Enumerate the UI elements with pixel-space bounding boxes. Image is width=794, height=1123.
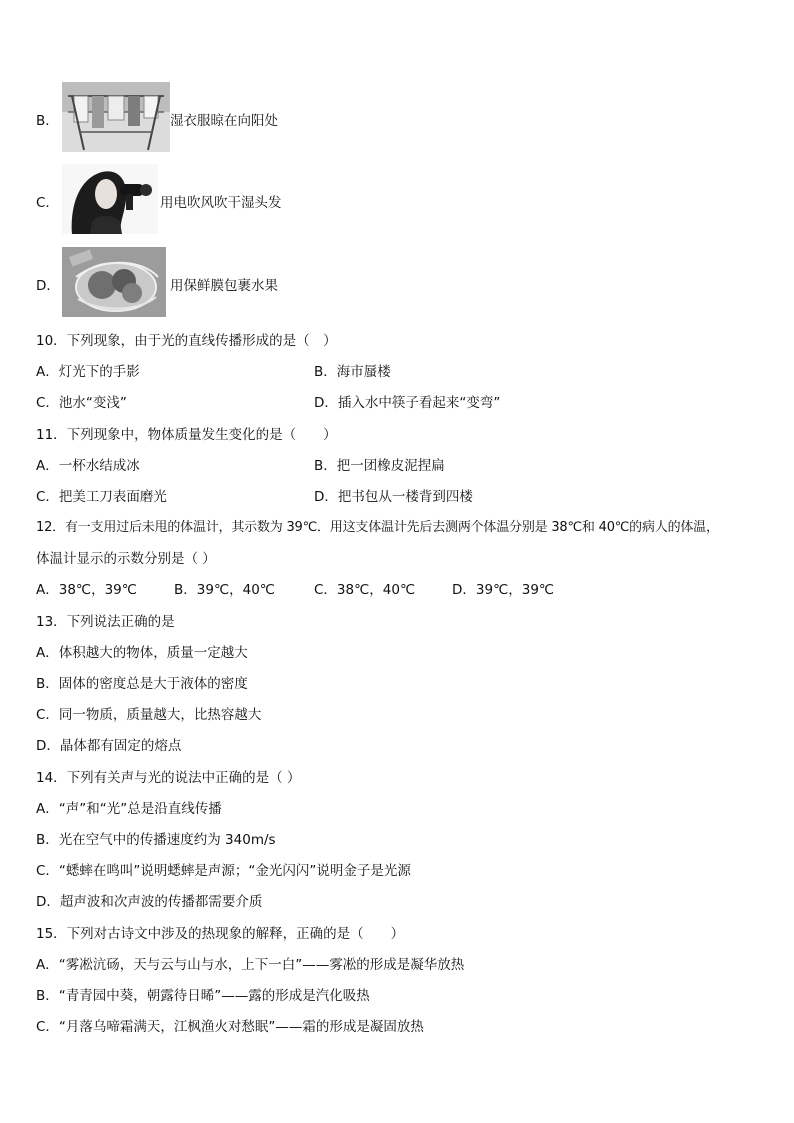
question-14-option-c: C．“蟋蟀在鸣叫”说明蟋蟀是声源；“金光闪闪”说明金子是光源 [36,863,411,879]
option-letter: D． [36,278,60,294]
question-11-option-b: B．把一团橡皮泥捏扁 [314,458,445,474]
question-11-option-c: C．把美工刀表面磨光 [36,489,167,505]
question-14-option-b: B．光在空气中的传播速度约为 340m/s [36,832,276,848]
option-caption: 用电吹风吹干湿头发 [160,195,282,211]
question-14-stem: 14．下列有关声与光的说法中正确的是（ ） [36,770,301,786]
question-12-option-b: B．39℃，40℃ [174,582,275,598]
option-caption: 用保鲜膜包裹水果 [170,278,278,294]
option-caption: 湿衣服晾在向阳处 [170,113,278,129]
question-13-option-c: C．同一物质，质量越大，比热容越大 [36,707,262,723]
option-letter: B． [36,113,59,129]
fruit-plastic-wrap-photo [62,247,166,317]
question-10-option-b: B．海市蜃楼 [314,364,391,380]
question-13-option-a: A．体积越大的物体，质量一定越大 [36,645,248,661]
woman-hair-dryer-photo [62,164,158,234]
question-12-stem-line-2: 体温计显示的示数分别是（ ） [36,551,216,567]
question-10-stem: 10．下列现象，由于光的直线传播形成的是（ ） [36,333,337,349]
question-10-option-d: D．插入水中筷子看起来“变弯” [314,395,501,411]
question-14-option-d: D．超声波和次声波的传播都需要介质 [36,894,263,910]
option-d-image-row [36,247,336,319]
question-12-stem-line-1: 12．有一支用过后未甩的体温计，其示数为 39℃．用这支体温计先后去测两个体温分别是 38℃和 40℃的病人的体温， [36,520,719,535]
question-13-option-d: D．晶体都有固定的熔点 [36,738,182,754]
option-b-image-row [36,82,336,154]
option-c-image-row [36,164,336,236]
question-13-option-b: B．固体的密度总是大于液体的密度 [36,676,248,692]
question-12-option-d: D．39℃，39℃ [452,582,555,598]
option-letter: C． [36,195,59,211]
question-10-option-a: A．灯光下的手影 [36,364,140,380]
question-12-option-c: C．38℃，40℃ [314,582,416,598]
question-15-option-a: A．“雾凇沆砀，天与云与山与水，上下一白”——雾凇的形成是凝华放热 [36,957,465,973]
question-15-option-b: B．“青青园中葵，朝露待日晞”——露的形成是汽化吸热 [36,988,370,1004]
question-15-stem: 15．下列对古诗文中涉及的热现象的解释，正确的是（ ） [36,926,405,942]
question-13-stem: 13．下列说法正确的是 [36,614,175,630]
question-11-option-a: A．一杯水结成冰 [36,458,140,474]
question-11-option-d: D．把书包从一楼背到四楼 [314,489,473,505]
question-15-option-c: C．“月落乌啼霜满天，江枫渔火对愁眠”——霜的形成是凝固放热 [36,1019,424,1035]
question-11-stem: 11．下列现象中，物体质量发生变化的是（ ） [36,427,337,443]
question-10-option-c: C．池水“变浅” [36,395,127,411]
question-14-option-a: A．“声”和“光”总是沿直线传播 [36,801,222,817]
clothes-drying-rack-photo [62,82,170,152]
question-12-option-a: A．38℃，39℃ [36,582,137,598]
